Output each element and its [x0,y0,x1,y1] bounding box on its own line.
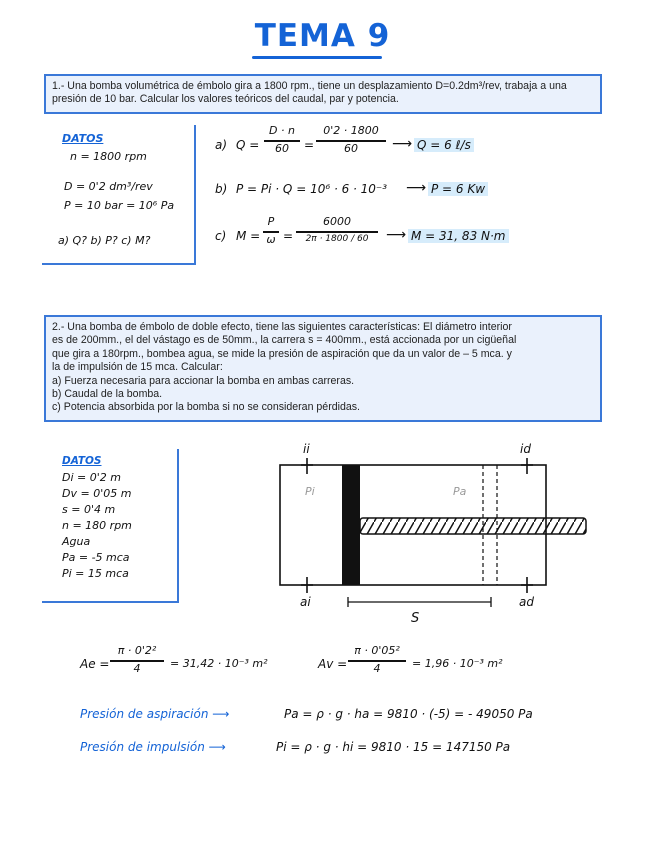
datos-2-line: Agua [62,535,91,548]
av-result: = 1,96 · 10⁻³ m² [412,657,503,670]
av-lhs: Av = [318,657,348,671]
problem-2-line: b) Caudal de la bomba. [52,388,163,401]
problem-2-line: la de impulsión de 15 mca. Calcular: [52,361,223,374]
datos-2-heading: DATOS [62,455,102,467]
datos-2-line: s = 0'4 m [62,503,116,516]
sol1-c-den1: ω [266,233,276,246]
label-id: id [520,442,531,456]
datos-1-line: n = 1800 rpm [70,150,147,163]
sol1-a-den2: 60 [344,142,358,155]
equals-sign: = [304,138,315,152]
arrow-icon: ⟶ [392,136,413,152]
aspiration-label: Presión de aspiración ⟶ [80,707,230,721]
datos-1-heading: DATOS [62,132,104,145]
sol1-c-num2: 6000 [323,215,351,228]
datos-1-line: P = 10 bar = 10⁶ Pa [64,199,175,212]
pump-diagram [270,438,600,628]
problem-2-box [44,315,602,422]
title-underline [252,56,382,59]
page-title [0,18,645,54]
datos-2-line: Dv = 0'05 m [62,487,132,500]
label-s: S [411,611,420,626]
impulsion-expr: Pi = ρ · g · hi = 9810 · 15 = 147150 Pa [276,740,511,754]
datos-2-line: n = 180 rpm [62,519,132,532]
problem-1-box [44,74,602,114]
sol1-c-num1: P [267,215,275,228]
sol1-b-label: b) [215,182,228,196]
sol1-c-den2: 2π · 1800 / 60 [305,234,369,244]
equals-sign: = [283,229,294,243]
problem-2-line: que gira a 180rpm., bombea agua, se mide la presión de aspiración que da un valor de – 5 mca. y [52,347,512,360]
av-num: π · 0'05² [354,644,400,657]
sol1-a-num1: D · n [269,124,295,137]
datos-2-line: Di = 0'2 m [62,471,121,484]
label-ad: ad [519,595,534,609]
arrow-icon: ⟶ [386,227,407,243]
label-ii: ii [303,442,310,456]
datos-1-line: a) Q? b) P? c) M? [58,234,151,247]
sol1-c-result: M = 31, 83 N·m [408,229,509,243]
sol1-a-lhs: Q = [236,138,260,152]
ae-den: 4 [133,662,141,675]
sol1-c-lhs: M = [236,229,261,243]
label-ai: ai [300,595,311,609]
sol1-a-num2: 0'2 · 1800 [323,124,379,137]
sol1-a-label: a) [215,138,228,152]
problem-2-line: c) Potencia absorbida por la bomba si no se consideran pérdidas. [52,401,360,414]
sol1-a-den1: 60 [275,142,289,155]
datos-2-line: Pa = -5 mca [62,551,130,564]
problem-2-line: 2.- Una bomba de émbolo de doble efecto, tiene las siguientes características: El diámetro interior [52,321,512,333]
av-den: 4 [373,662,381,675]
aspiration-expr: Pa = ρ · g · ha = 9810 · (-5) = - 49050 Pa [284,707,533,721]
title-text: TEMA 9 [254,18,391,54]
sol1-b-expr: P = Pi · Q = 10⁶ · 6 · 10⁻³ [236,182,388,196]
sol1-c-label: c) [215,229,227,243]
label-pa: Pa [453,485,467,498]
problem-2-line: es de 200mm., el del vástago es de 50mm., la carrera s = 400mm., está accionada por un cigüeñal [52,334,517,347]
ae-num: π · 0'2² [117,644,157,657]
piston [342,465,360,585]
piston-rod [360,518,586,534]
problem-2-line: a) Fuerza necesaria para accionar la bomba en ambas carreras. [52,374,355,387]
ae-lhs: Ae = [80,657,110,671]
sol1-a-result: Q = 6 ℓ/s [414,138,474,152]
datos-2-line: Pi = 15 mca [62,567,129,580]
label-pi: Pi [305,485,315,498]
datos-1-line: D = 0'2 dm³/rev [64,180,153,193]
arrow-icon: ⟶ [406,180,427,196]
ae-result: = 31,42 · 10⁻³ m² [170,657,268,670]
sol1-c-fraction-line [296,231,378,233]
problem-1-text: 1.- Una bomba volumétrica de émbolo gira a 1800 rpm., tiene un desplazamiento D=0.2dm³/rev, trabaja a una presión de 10 bar. Calcular los valores teóricos del caudal, par y potencia. [52,80,567,106]
sol1-b-result: P = 6 Kw [428,182,488,196]
impulsion-label: Presión de impulsión ⟶ [80,740,226,754]
